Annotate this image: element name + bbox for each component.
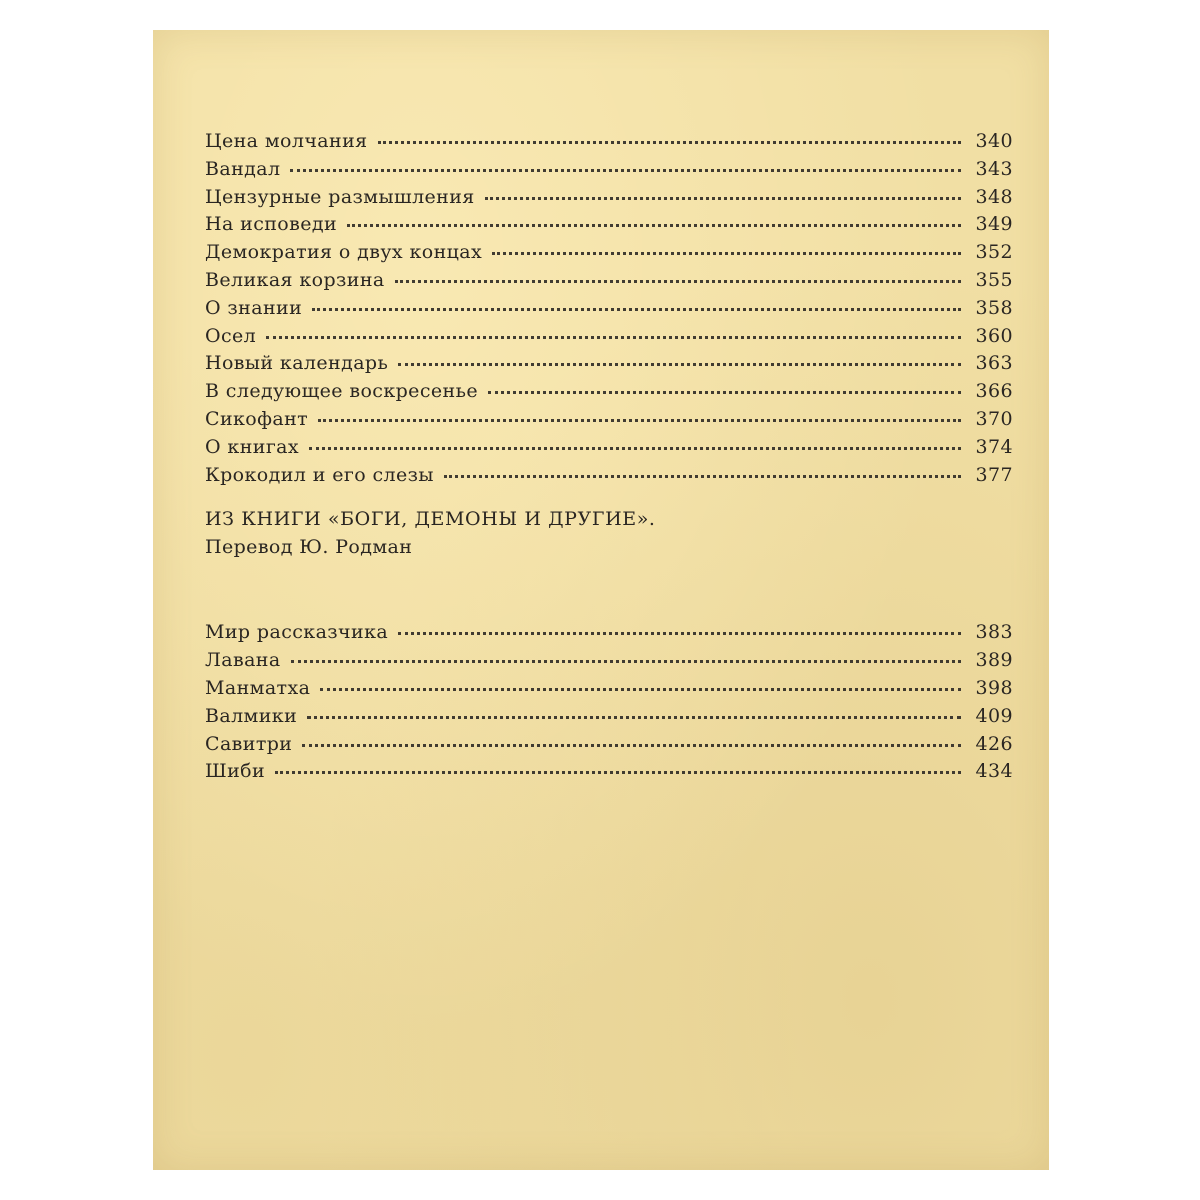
book-page	[153, 30, 1049, 1170]
toc-group-2	[205, 621, 1013, 788]
dot-leader	[395, 278, 961, 283]
entry-title: Цензурные размышления	[205, 185, 475, 208]
toc-entry	[205, 677, 1013, 705]
toc-entry	[205, 380, 1013, 408]
toc-entry	[205, 464, 1013, 492]
toc-entry	[205, 269, 1013, 297]
dot-leader	[291, 658, 961, 663]
entry-page-number: 409	[975, 704, 1013, 727]
entry-title: Цена молчания	[205, 130, 368, 152]
dot-leader	[318, 417, 961, 422]
entry-page-number: 383	[975, 621, 1013, 644]
entry-page-number: 355	[975, 268, 1013, 291]
toc-entry	[205, 621, 1013, 649]
toc-entry	[205, 436, 1013, 464]
entry-page-number: 358	[975, 296, 1013, 319]
entry-title: О книгах	[205, 435, 300, 458]
dot-leader	[312, 306, 961, 311]
dot-leader	[266, 334, 961, 339]
section-title: ИЗ КНИГИ «БОГИ, ДЕМОНЫ И ДРУГИЕ».	[205, 508, 656, 531]
entry-page-number: 349	[975, 213, 1013, 236]
dot-leader	[309, 445, 961, 450]
toc-entry	[205, 186, 1013, 214]
section-translator: Перевод Ю. Родман	[205, 536, 413, 559]
entry-page-number: 340	[975, 130, 1013, 152]
toc-entry	[205, 130, 1013, 158]
toc-group-1	[205, 130, 1013, 491]
toc-entry	[205, 325, 1013, 353]
dot-leader	[275, 769, 961, 774]
toc-entry	[205, 241, 1013, 269]
dot-leader	[347, 222, 961, 227]
toc-entry	[205, 705, 1013, 733]
entry-title: Осел	[205, 324, 257, 347]
toc-entry	[205, 158, 1013, 186]
toc-entry	[205, 352, 1013, 380]
toc-entry	[205, 408, 1013, 436]
entry-title: Лавана	[205, 649, 281, 672]
entry-title: Манматха	[205, 676, 311, 699]
table-of-contents	[205, 130, 1013, 788]
dot-leader	[492, 250, 961, 255]
entry-page-number: 360	[975, 324, 1013, 347]
entry-title: Новый календарь	[205, 352, 389, 375]
entry-title: Шиби	[205, 760, 266, 783]
entry-title: Валмики	[205, 704, 298, 727]
entry-page-number: 343	[975, 157, 1013, 180]
entry-title: О знании	[205, 296, 303, 319]
toc-entry	[205, 213, 1013, 241]
entry-page-number: 370	[975, 407, 1013, 430]
entry-title: Вандал	[205, 157, 281, 180]
entry-page-number: 366	[975, 380, 1013, 403]
toc-entry	[205, 297, 1013, 325]
entry-page-number: 434	[975, 760, 1013, 783]
dot-leader	[307, 714, 961, 719]
dot-leader	[398, 630, 961, 635]
entry-page-number: 398	[975, 676, 1013, 699]
toc-entry	[205, 733, 1013, 761]
toc-entry	[205, 649, 1013, 677]
entry-page-number: 374	[975, 435, 1013, 458]
entry-title: Савитри	[205, 732, 293, 755]
dot-leader	[398, 361, 961, 366]
dot-leader	[378, 139, 961, 144]
entry-page-number: 389	[975, 649, 1013, 672]
dot-leader	[290, 167, 961, 172]
toc-entry	[205, 760, 1013, 788]
entry-title: Великая корзина	[205, 268, 385, 291]
dot-leader	[488, 389, 961, 394]
entry-title: В следующее воскресенье	[205, 380, 478, 403]
entry-title: На исповеди	[205, 213, 338, 236]
dot-leader	[444, 473, 961, 478]
entry-page-number: 348	[975, 185, 1013, 208]
dot-leader	[320, 686, 961, 691]
entry-page-number: 426	[975, 732, 1013, 755]
entry-title: Мир рассказчика	[205, 621, 389, 644]
entry-page-number: 363	[975, 352, 1013, 375]
entry-page-number: 352	[975, 241, 1013, 264]
entry-title: Сикофант	[205, 407, 309, 430]
entry-title: Крокодил и его слезы	[205, 463, 434, 486]
entry-page-number: 377	[975, 463, 1013, 486]
dot-leader	[485, 195, 961, 200]
dot-leader	[302, 742, 961, 747]
toc-section-header	[205, 505, 1013, 621]
entry-title: Демократия о двух концах	[205, 241, 483, 264]
